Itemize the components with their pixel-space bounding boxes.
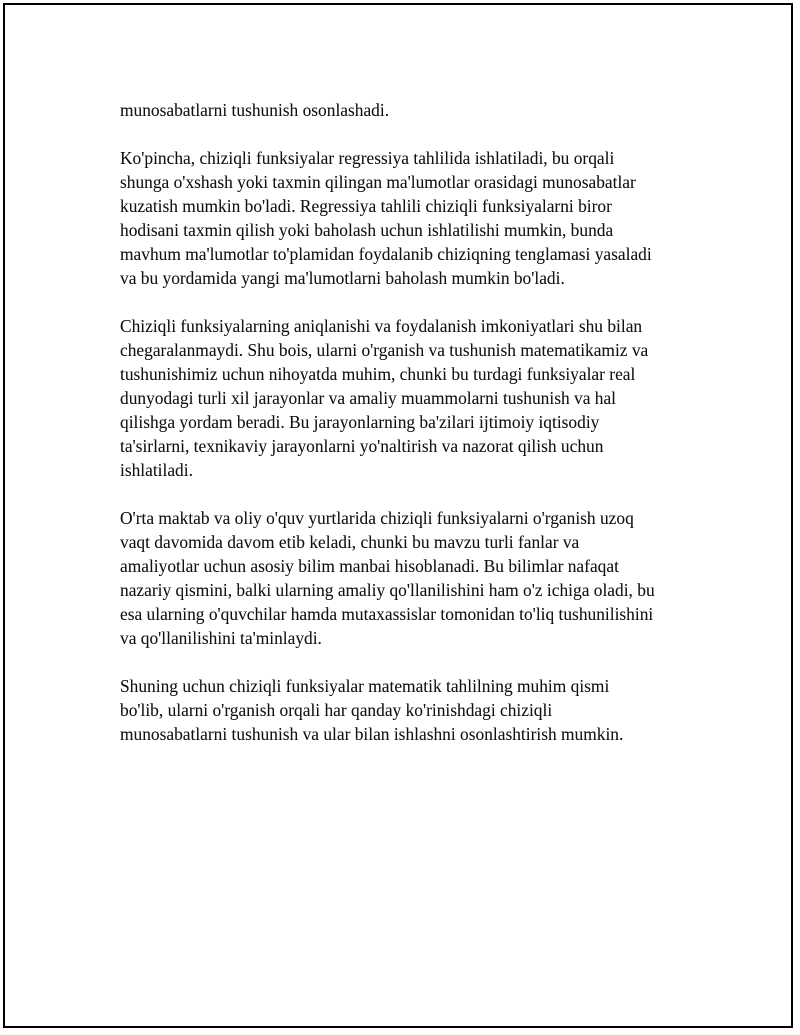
document-body (120, 98, 700, 746)
text-line: chegaralanmaydi. Shu bois, ularni o'rganish va tushunish matematikamiz va (120, 340, 649, 360)
paragraph (120, 314, 700, 482)
text-line: amaliyotlar uchun asosiy bilim manbai hisoblanadi. Bu bilimlar nafaqat (120, 556, 619, 576)
paragraph (120, 98, 700, 122)
paragraph (120, 506, 700, 650)
paragraph-gap (120, 650, 700, 674)
text-line: Ko'pincha, chiziqli funksiyalar regressiya tahlilida ishlatiladi, bu orqali (120, 148, 615, 168)
text-line: mavhum ma'lumotlar to'plamidan foydalanib chiziqning tenglamasi yasaladi (120, 244, 652, 264)
text-line: O'rta maktab va oliy o'quv yurtlarida chiziqli funksiyalarni o'rganish uzoq (120, 508, 634, 528)
text-line: Shuning uchun chiziqli funksiyalar matematik tahlilning muhim qismi (120, 676, 610, 696)
paragraph-gap (120, 482, 700, 506)
text-line: munosabatlarni tushunish osonlashadi. (120, 100, 390, 120)
document-page (3, 3, 793, 1028)
paragraph (120, 146, 700, 290)
text-line: bo'lib, ularni o'rganish orqali har qanday ko'rinishdagi chiziqli (120, 700, 553, 720)
text-line: hodisani taxmin qilish yoki baholash uchun ishlatilishi mumkin, bunda (120, 220, 614, 240)
text-line: ishlatiladi. (120, 460, 193, 480)
text-line: qilishga yordam beradi. Bu jarayonlarning ba'zilari ijtimoiy iqtisodiy (120, 412, 600, 432)
text-line: esa ularning o'quvchilar hamda mutaxassislar tomonidan to'liq tushunilishini (120, 604, 654, 624)
text-line: va bu yordamida yangi ma'lumotlarni baholash mumkin bo'ladi. (120, 268, 565, 288)
paragraph-gap (120, 290, 700, 314)
text-line: va qo'llanilishini ta'minlaydi. (120, 628, 322, 648)
paragraph (120, 674, 700, 746)
text-line: nazariy qismini, balki ularning amaliy qo'llanilishini ham o'z ichiga oladi, bu (120, 580, 655, 600)
paragraph-gap (120, 122, 700, 146)
text-line: munosabatlarni tushunish va ular bilan ishlashni osonlashtirish mumkin. (120, 724, 624, 744)
text-line: vaqt davomida davom etib keladi, chunki bu mavzu turli fanlar va (120, 532, 580, 552)
text-line: tushunishimiz uchun nihoyatda muhim, chunki bu turdagi funksiyalar real (120, 364, 636, 384)
text-line: Chiziqli funksiyalarning aniqlanishi va foydalanish imkoniyatlari shu bilan (120, 316, 643, 336)
text-line: ta'sirlarni, texnikaviy jarayonlarni yo'naltirish va nazorat qilish uchun (120, 436, 604, 456)
text-line: dunyodagi turli xil jarayonlar va amaliy muammolarni tushunish va hal (120, 388, 617, 408)
text-line: kuzatish mumkin bo'ladi. Regressiya tahlili chiziqli funksiyalarni biror (120, 196, 612, 216)
text-line: shunga o'xshash yoki taxmin qilingan ma'lumotlar orasidagi munosabatlar (120, 172, 636, 192)
